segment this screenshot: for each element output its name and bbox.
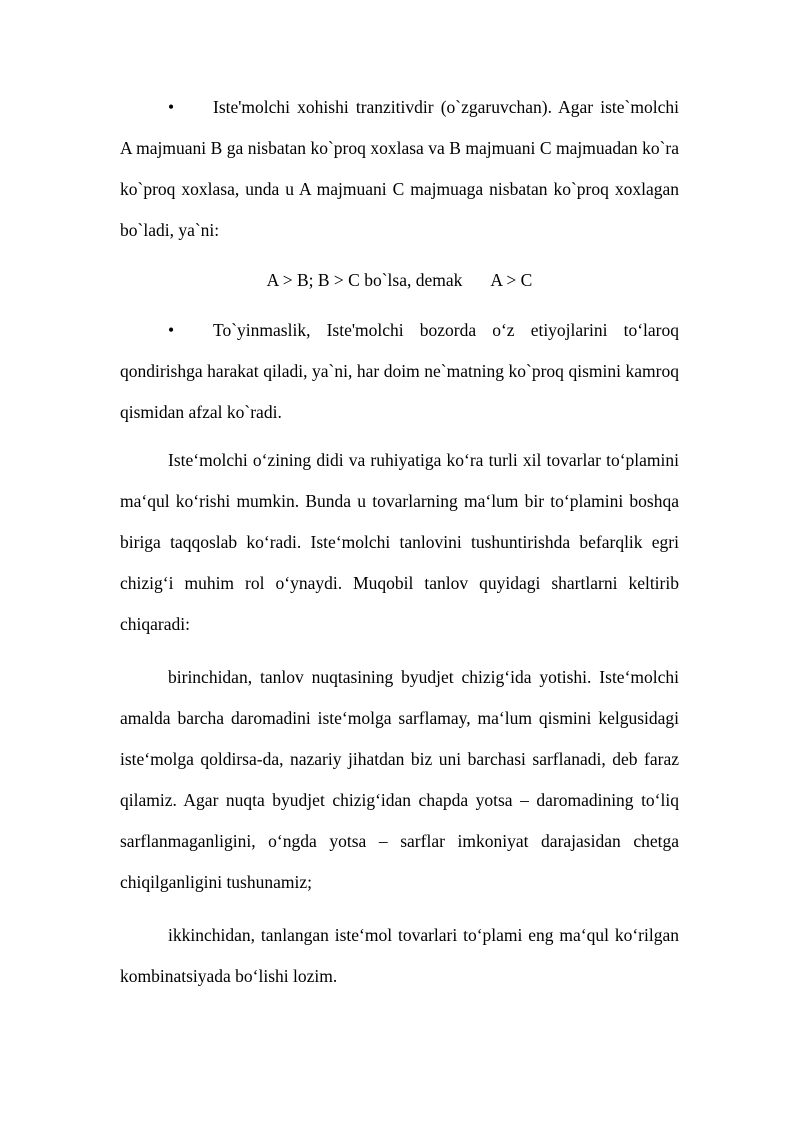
body-paragraph-1: Iste‘molchi o‘zining didi va ruhiyatiga ko‘ra turli xil tovarlar to‘plamini ma‘qul ko‘rishi mumkin. Bunda u tovarlarning ma‘lum bir to‘plamini boshqa biriga taqqoslab ko‘radi. Iste‘molchi tanlovini tushuntirishda befarqlik egri chizig‘i muhim rol o‘ynaydi. Muqobil tanlov quyidagi shartlarni keltirib chiqaradi: <box>120 450 679 634</box>
formula-condition: A > B; B > C bo`lsa, demak <box>266 270 463 290</box>
bullet-marker: • <box>168 320 175 340</box>
body-paragraph-2: birinchidan, tanlov nuqtasining byudjet chizig‘ida yotishi. Iste‘molchi amalda barcha daromadini iste‘molga sarflamay, ma‘lum qismini kelgusidagi iste‘molga qoldirsa-da, nazariy jihatdan biz uni barchasi sarflanadi, deb faraz qilamiz. Agar nuqta byudjet chizig‘idan chapda yotsa – daromadining to‘liq sarflanmaganligini, o‘ngda yotsa – sarflar imkoniyat darajasidan chetga chiqilganligini tushunamiz; <box>120 667 679 892</box>
bullet-paragraph-transitivity <box>120 87 679 251</box>
bullet-paragraph-nonsatiation <box>120 310 679 433</box>
formula-line <box>120 260 679 301</box>
body-paragraph-3: ikkinchidan, tanlangan iste‘mol tovarlari to‘plami eng ma‘qul ko‘rilgan kombinatsiyada bo‘lishi lozim. <box>120 925 679 986</box>
bullet-text: To`yinmaslik, Iste'molchi bozorda o‘z etiyojlarini to‘laroq qondirishga harakat qiladi, ya`ni, har doim ne`matning ko`proq qismini kamroq qismidan afzal ko`radi. <box>120 320 679 422</box>
bullet-marker: • <box>168 97 175 117</box>
bullet-text: Iste'molchi xohishi tranzitivdir (o`zgaruvchan). Agar iste`molchi A majmuani B ga nisbatan ko`proq xoxlasa va B majmuani C majmuadan ko`ra ko`proq xoxlasa, unda u A majmuani C majmuaga nisbatan ko`proq xoxlagan bo`ladi, ya`ni: <box>120 97 679 240</box>
formula-result: A > C <box>490 270 533 290</box>
